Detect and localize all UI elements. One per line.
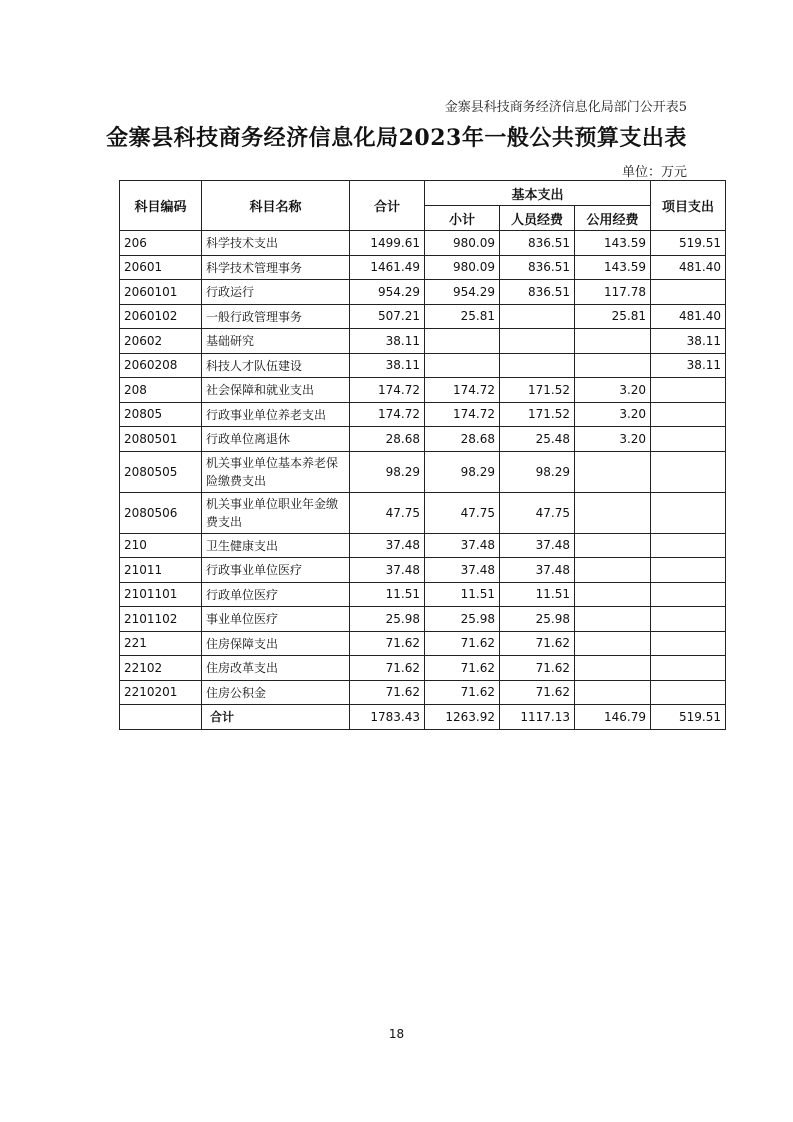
cell-name: 科学技术支出 [202,231,350,256]
cell-code: 20602 [120,329,202,354]
header-name: 科目名称 [202,181,350,231]
cell-project [651,582,726,607]
table-row [120,451,726,492]
table-row [120,255,726,280]
table-row [120,353,726,378]
cell-subtotal: 71.62 [425,656,500,681]
cell-total: 28.68 [350,427,425,452]
cell-personnel: 71.62 [500,631,575,656]
cell-code [120,705,202,730]
cell-code: 21011 [120,558,202,583]
table-row [120,558,726,583]
cell-name: 行政事业单位养老支出 [202,402,350,427]
cell-project [651,656,726,681]
cell-subtotal: 980.09 [425,255,500,280]
cell-public-use [575,656,651,681]
cell-subtotal [425,329,500,354]
cell-total: 1783.43 [350,705,425,730]
cell-project [651,402,726,427]
cell-public-use [575,451,651,492]
cell-code: 2080506 [120,492,202,533]
cell-project [651,280,726,305]
table-row [120,329,726,354]
cell-personnel [500,329,575,354]
cell-code: 20601 [120,255,202,280]
table-row [120,607,726,632]
cell-code: 2080501 [120,427,202,452]
cell-public-use [575,631,651,656]
cell-total: 507.21 [350,304,425,329]
header-personnel: 人员经费 [500,206,575,231]
cell-subtotal: 11.51 [425,582,500,607]
page-number: 18 [388,1027,405,1041]
cell-name: 一般行政管理事务 [202,304,350,329]
cell-total: 174.72 [350,402,425,427]
cell-code: 2060208 [120,353,202,378]
cell-public-use: 143.59 [575,231,651,256]
cell-subtotal: 71.62 [425,680,500,705]
cell-code: 2210201 [120,680,202,705]
cell-public-use [575,492,651,533]
cell-project: 519.51 [651,705,726,730]
cell-subtotal: 28.68 [425,427,500,452]
cell-name: 卫生健康支出 [202,533,350,558]
cell-name: 科技人才队伍建设 [202,353,350,378]
total-row [120,705,726,730]
cell-name: 合计 [202,705,350,730]
cell-personnel: 1117.13 [500,705,575,730]
cell-total: 71.62 [350,631,425,656]
cell-code: 2101102 [120,607,202,632]
cell-subtotal: 954.29 [425,280,500,305]
cell-subtotal: 174.72 [425,402,500,427]
cell-total: 174.72 [350,378,425,403]
cell-total: 1499.61 [350,231,425,256]
cell-personnel: 171.52 [500,402,575,427]
cell-total: 37.48 [350,558,425,583]
cell-subtotal: 25.98 [425,607,500,632]
cell-name: 事业单位医疗 [202,607,350,632]
cell-name: 行政单位医疗 [202,582,350,607]
header-public-use: 公用经费 [575,206,651,231]
cell-public-use: 117.78 [575,280,651,305]
budget-table [119,180,726,730]
table-row [120,231,726,256]
header-basic: 基本支出 [425,181,651,206]
cell-public-use [575,680,651,705]
cell-personnel: 71.62 [500,656,575,681]
table-row [120,304,726,329]
cell-total: 11.51 [350,582,425,607]
cell-name: 社会保障和就业支出 [202,378,350,403]
cell-total: 47.75 [350,492,425,533]
cell-project [651,378,726,403]
cell-public-use [575,533,651,558]
cell-project: 481.40 [651,255,726,280]
cell-name: 住房改革支出 [202,656,350,681]
cell-project: 519.51 [651,231,726,256]
cell-personnel: 71.62 [500,680,575,705]
cell-total: 1461.49 [350,255,425,280]
cell-personnel: 836.51 [500,231,575,256]
cell-name: 机关事业单位职业年金缴费支出 [202,492,350,533]
table-row [120,378,726,403]
cell-personnel [500,353,575,378]
table-row [120,533,726,558]
cell-project [651,533,726,558]
cell-project [651,558,726,583]
cell-total: 38.11 [350,329,425,354]
cell-public-use [575,329,651,354]
cell-name: 机关事业单位基本养老保险缴费支出 [202,451,350,492]
cell-subtotal [425,353,500,378]
cell-personnel: 98.29 [500,451,575,492]
cell-name: 科学技术管理事务 [202,255,350,280]
cell-project: 38.11 [651,329,726,354]
cell-public-use [575,353,651,378]
cell-subtotal: 174.72 [425,378,500,403]
cell-code: 22102 [120,656,202,681]
cell-public-use: 3.20 [575,427,651,452]
table-row [120,680,726,705]
cell-subtotal: 47.75 [425,492,500,533]
cell-subtotal: 98.29 [425,451,500,492]
table-row [120,582,726,607]
cell-name: 行政单位离退休 [202,427,350,452]
cell-personnel: 11.51 [500,582,575,607]
cell-total: 37.48 [350,533,425,558]
header-note: 金寨县科技商务经济信息化局部门公开表5 [444,100,687,115]
header-subtotal: 小计 [425,206,500,231]
cell-code: 210 [120,533,202,558]
cell-public-use: 3.20 [575,402,651,427]
cell-project [651,680,726,705]
cell-personnel [500,304,575,329]
cell-personnel: 836.51 [500,280,575,305]
cell-code: 221 [120,631,202,656]
header-project: 项目支出 [651,181,726,231]
table-row [120,280,726,305]
cell-personnel: 25.48 [500,427,575,452]
cell-project: 481.40 [651,304,726,329]
cell-public-use: 143.59 [575,255,651,280]
cell-code: 206 [120,231,202,256]
cell-total: 71.62 [350,680,425,705]
cell-subtotal: 980.09 [425,231,500,256]
page-title: 金寨县科技商务经济信息化局2023年一般公共预算支出表 [106,125,687,151]
cell-code: 208 [120,378,202,403]
cell-public-use [575,607,651,632]
cell-public-use [575,582,651,607]
cell-subtotal: 37.48 [425,558,500,583]
cell-code: 2060101 [120,280,202,305]
cell-subtotal: 37.48 [425,533,500,558]
cell-total: 71.62 [350,656,425,681]
cell-name: 住房保障支出 [202,631,350,656]
cell-code: 2060102 [120,304,202,329]
cell-code: 2080505 [120,451,202,492]
cell-project: 38.11 [651,353,726,378]
cell-public-use [575,558,651,583]
cell-public-use: 25.81 [575,304,651,329]
unit-label: 单位：万元 [621,165,687,180]
cell-public-use: 3.20 [575,378,651,403]
header-total: 合计 [350,181,425,231]
cell-subtotal: 71.62 [425,631,500,656]
cell-total: 954.29 [350,280,425,305]
table-row [120,427,726,452]
cell-project [651,607,726,632]
cell-personnel: 47.75 [500,492,575,533]
cell-name: 行政运行 [202,280,350,305]
cell-total: 25.98 [350,607,425,632]
table-row [120,402,726,427]
table-header [120,181,726,231]
table-row [120,492,726,533]
cell-personnel: 37.48 [500,558,575,583]
cell-project [651,492,726,533]
cell-code: 2101101 [120,582,202,607]
cell-total: 98.29 [350,451,425,492]
cell-name: 行政事业单位医疗 [202,558,350,583]
table-row [120,631,726,656]
cell-personnel: 25.98 [500,607,575,632]
cell-name: 基础研究 [202,329,350,354]
cell-total: 38.11 [350,353,425,378]
cell-personnel: 836.51 [500,255,575,280]
cell-project [651,631,726,656]
cell-name: 住房公积金 [202,680,350,705]
cell-project [651,451,726,492]
cell-subtotal: 1263.92 [425,705,500,730]
header-code: 科目编码 [120,181,202,231]
cell-subtotal: 25.81 [425,304,500,329]
table-row [120,656,726,681]
cell-personnel: 37.48 [500,533,575,558]
cell-personnel: 171.52 [500,378,575,403]
cell-public-use: 146.79 [575,705,651,730]
cell-project [651,427,726,452]
table-body [120,231,726,730]
cell-code: 20805 [120,402,202,427]
